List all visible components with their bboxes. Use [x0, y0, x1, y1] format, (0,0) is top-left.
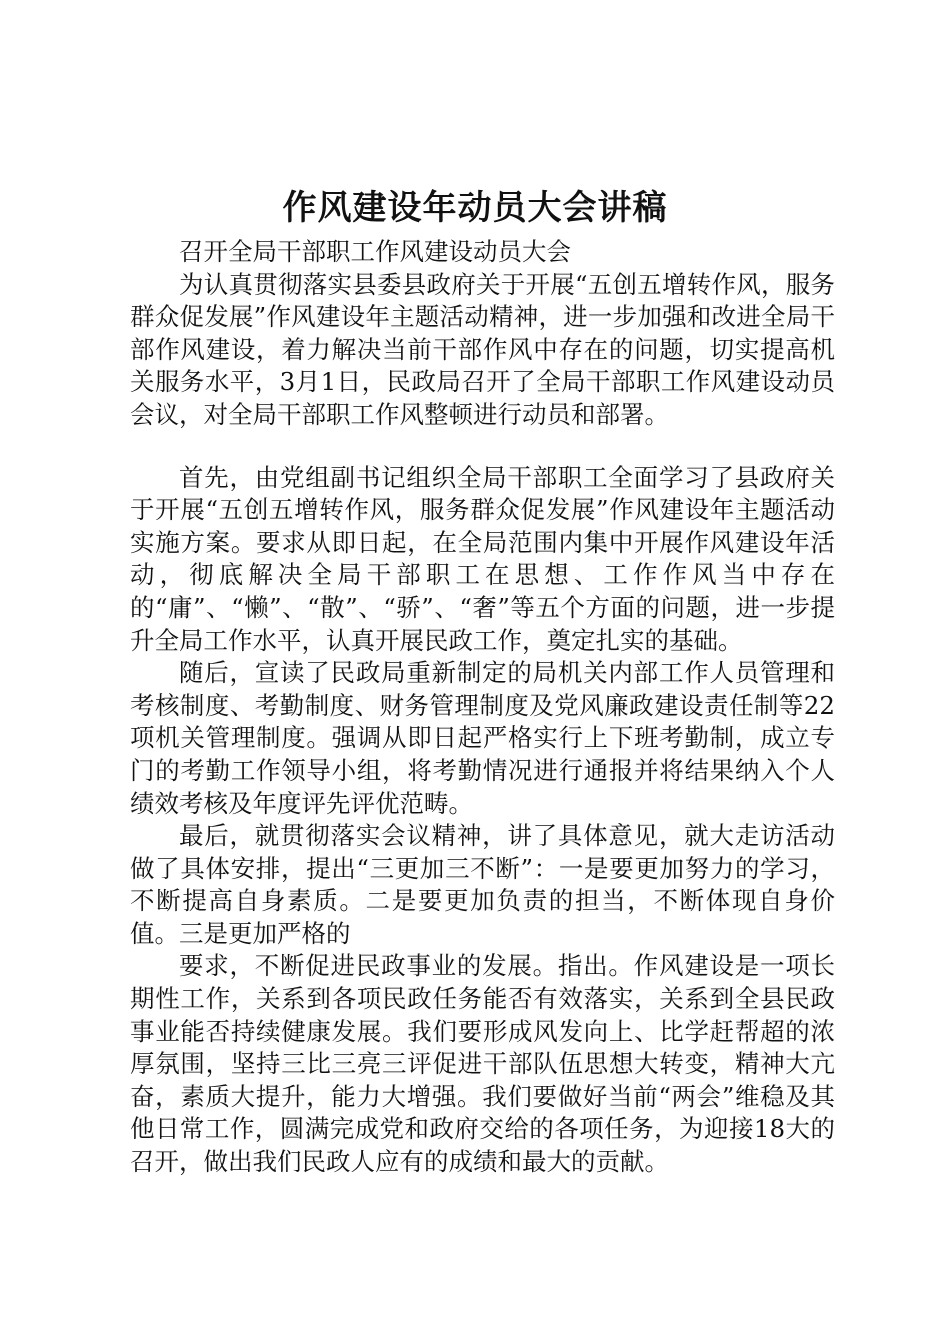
- paragraph-subtitle: 召开全局干部职工作风建设动员大会: [179, 237, 571, 266]
- paragraph-intro: 为认真贯彻落实县委县政府关于开展“五创五增转作风，服务群众促发展”作风建设年主题活动精神，进一步加强和改进全局干部作风建设，着力解决当前干部作风中存在的问题，切实提高机关服务水平，3月1日，民政局召开了全局干部职工作风建设动员会议，对全局干部职工作风整顿进行动员和部署。: [130, 269, 835, 429]
- paragraph-then: 随后，宣读了民政局重新制定的局机关内部工作人员管理和考核制度、考勤制度、财务管理制度及党风廉政建设责任制等22项机关管理制度。强调从即日起严格实行上下班考勤制，成立专门的考勤工作领导小组，将考勤情况进行通报并将结果纳入个人绩效考核及年度评先评优范畴。: [130, 658, 835, 818]
- document-title: 作风建设年动员大会讲稿: [282, 188, 668, 228]
- paragraph-first: 首先，由党组副书记组织全局干部职工全面学习了县政府关于开展“五创五增转作风，服务群众促发展”作风建设年主题活动实施方案。要求从即日起，在全局范围内集中开展作风建设年活动，彻底解决全局干部职工在思想、工作作风当中存在的“庸”、“懒”、“散”、“骄”、“奢”等五个方面的问题，进一步提升全局工作水平，认真开展民政工作，奠定扎实的基础。: [130, 462, 835, 655]
- paragraph-requirements: 要求，不断促进民政事业的发展。指出。作风建设是一项长期性工作，关系到各项民政任务能否有效落实，关系到全县民政事业能否持续健康发展。我们要形成风发向上、比学赶帮超的浓厚氛围，坚持三比三亮三评促进干部队伍思想大转变，精神大亢奋，素质大提升，能力大增强。我们要做好当前“两会”维稳及其他日常工作，圆满完成党和政府交给的各项任务，为迎接18大的召开，做出我们民政人应有的成绩和最大的贡献。: [130, 951, 835, 1177]
- document-body: [130, 236, 835, 1179]
- paragraph-finally: 最后，就贯彻落实会议精神，讲了具体意见，就大走访活动做了具体安排，提出“三更加三不断”：一是要更加努力的学习，不断提高自身素质。二是要更加负责的担当，不断体现自身价值。三是更加严格的: [130, 821, 835, 948]
